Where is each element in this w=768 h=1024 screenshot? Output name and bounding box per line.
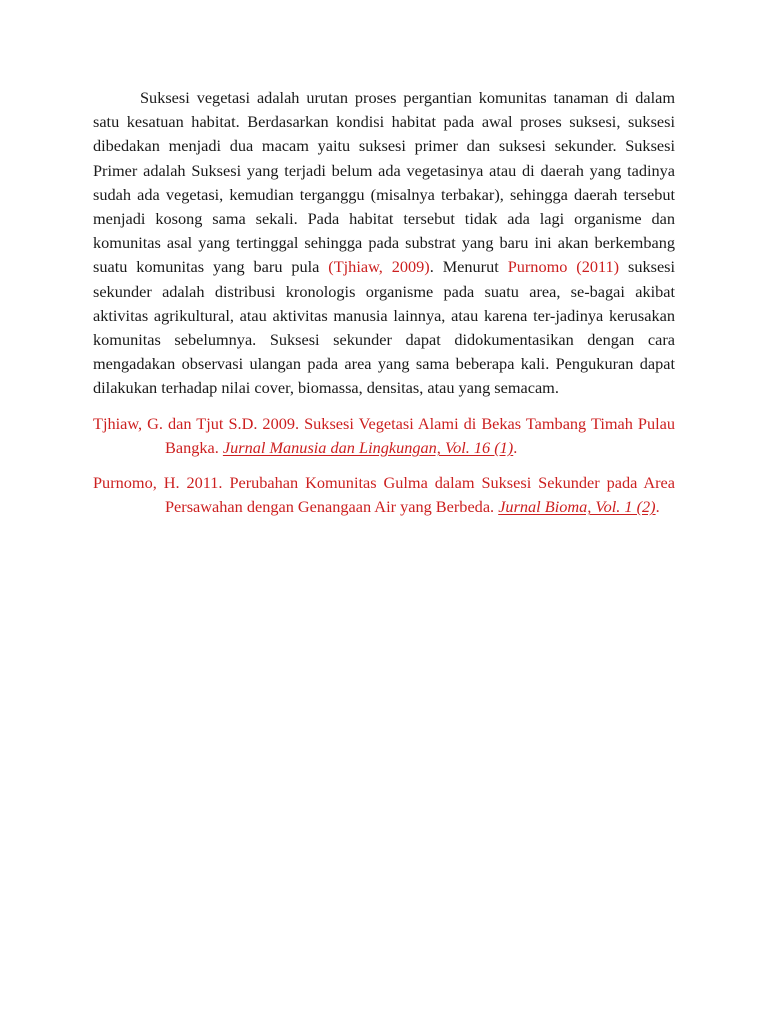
reference-entry-purnomo bbox=[93, 471, 675, 519]
paragraph-text-part1: Suksesi vegetasi adalah urutan proses pergantian komunitas tanaman di dalam satu kesatuan habitat. Berdasarkan kondisi habitat pada awal proses suksesi, suksesi dibedakan menjadi dua macam yaitu suksesi primer dan suksesi sekunder. Suksesi Primer adalah Suksesi yang terjadi belum ada vegetasinya atau di daerah yang tadinya sudah ada vegetasi, kemudian terganggu (misalnya terbakar), sehingga daerah tersebut menjadi kosong sama sekali. Pada habitat tersebut tidak ada lagi organisme dan komunitas asal yang tertinggal sehingga pada substrat yang baru ini akan berkembang suatu komunitas yang baru pula bbox=[93, 88, 675, 277]
reference-text: Purnomo, H. 2011. Perubahan Komunitas Gulma dalam Suksesi Sekunder pada Area Persawahan dengan Genangaan Air yang Berbeda. bbox=[93, 473, 675, 516]
reference-journal-link[interactable]: Jurnal Manusia dan Lingkungan, Vol. 16 (1) bbox=[222, 438, 514, 457]
citation-purnomo: Purnomo (2011) bbox=[507, 257, 620, 277]
body-paragraph bbox=[93, 86, 675, 401]
reference-text: Tjhiaw, G. dan Tjut S.D. 2009. Suksesi Vegetasi Alami di Bekas Tambang Timah Pulau Bangka. bbox=[93, 414, 675, 457]
paragraph-text-part3: suksesi sekunder adalah distribusi kronologis organisme pada suatu area, se-bagai akibat aktivitas agrikultural, atau aktivitas manusia lainnya, atau karena ter-jadinya kerusakan komunitas sebelumnya. Suksesi sekunder dapat didokumentasikan dengan cara mengadakan observasi ulangan pada area yang sama beberapa kali. Pengukuran dapat dilakukan terhadap nilai cover, biomassa, densitas, atau yang semacam. bbox=[93, 257, 676, 398]
citation-tjhiaw: (Tjhiaw, 2009) bbox=[328, 257, 430, 277]
reference-list bbox=[93, 412, 675, 530]
reference-end: . bbox=[513, 438, 518, 457]
reference-end: . bbox=[655, 497, 660, 516]
reference-journal-link[interactable]: Jurnal Bioma, Vol. 1 (2) bbox=[498, 497, 656, 516]
paragraph-text-part2: . Menurut bbox=[429, 257, 499, 277]
reference-entry-tjhiaw bbox=[93, 412, 675, 460]
